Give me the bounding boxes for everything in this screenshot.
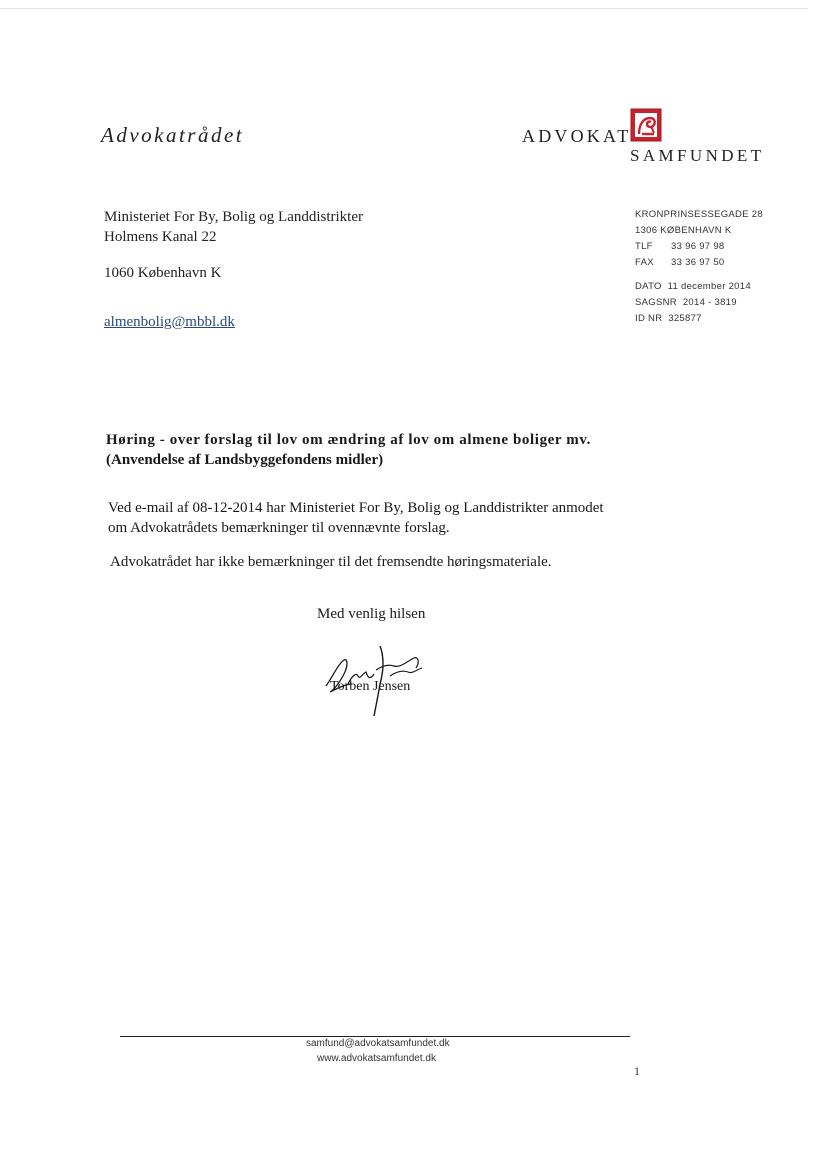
subject-line-1: Høring - over forslag til lov om ændring af lov om almene boliger mv. <box>106 432 591 448</box>
footer-website: www.advokatsamfundet.dk <box>317 1053 436 1064</box>
body-paragraph-1-line-2: om Advokatrådets bemærkninger til ovennævnte forslag. <box>108 520 450 536</box>
sender-idnr-label: ID NR <box>635 313 663 324</box>
sender-idnr: 325877 <box>668 313 702 324</box>
recipient-address <box>104 207 363 283</box>
closing-greeting: Med venlig hilsen <box>317 606 426 622</box>
sender-tlf: 33 96 97 98 <box>671 241 725 252</box>
footer-divider <box>120 1036 630 1037</box>
signer-name: Torben Jensen <box>330 679 411 694</box>
sender-fax-row <box>635 255 763 271</box>
footer-email: samfund@advokatsamfundet.dk <box>306 1038 450 1049</box>
scan-edge-divider <box>0 8 808 9</box>
sender-fax: 33 36 97 50 <box>671 257 725 268</box>
sender-dato-label: DATO <box>635 281 662 292</box>
sender-tlf-label: TLF <box>635 241 653 252</box>
sender-details <box>635 207 763 327</box>
letter-subject <box>106 430 636 470</box>
sender-sagsnr-label: SAGSNR <box>635 297 677 308</box>
sender-tlf-row <box>635 239 763 255</box>
recipient-name: Ministeriet For By, Bolig og Landdistrikter <box>104 209 364 225</box>
advokatsamfundet-emblem-icon <box>630 108 662 142</box>
logo-word-samfundet: SAMFUNDET <box>630 146 765 165</box>
sender-city: 1306 KØBENHAVN K <box>635 225 732 236</box>
advokatsamfundet-logo <box>522 108 772 170</box>
sender-dato-row <box>635 279 763 295</box>
sender-dato: 11 december 2014 <box>667 281 751 292</box>
page-number: 1 <box>634 1064 640 1078</box>
advokatraadet-brand: Advokatrådet <box>101 123 245 147</box>
body-paragraph-2: Advokatrådet har ikke bemærkninger til det fremsendte høringsmateriale. <box>110 554 552 570</box>
logo-word-advokat: ADVOKAT <box>522 126 632 146</box>
recipient-street: Holmens Kanal 22 <box>104 229 217 245</box>
recipient-city: 1060 København K <box>104 265 222 281</box>
recipient-email-link[interactable]: almenbolig@mbbl.dk <box>104 314 235 330</box>
sender-sagsnr-row <box>635 295 763 311</box>
sender-fax-label: FAX <box>635 257 654 268</box>
sender-sagsnr: 2014 - 3819 <box>682 297 737 308</box>
subject-line-2: (Anvendelse af Landsbyggefondens midler) <box>106 452 384 468</box>
sender-idnr-row <box>635 311 763 327</box>
body-paragraph-1-line-1: Ved e-mail af 08-12-2014 har Ministeriet For By, Bolig og Landdistrikter anmodet <box>108 500 604 516</box>
sender-street: KRONPRINSESSEGADE 28 <box>635 209 763 220</box>
body-paragraph-1 <box>108 498 638 538</box>
